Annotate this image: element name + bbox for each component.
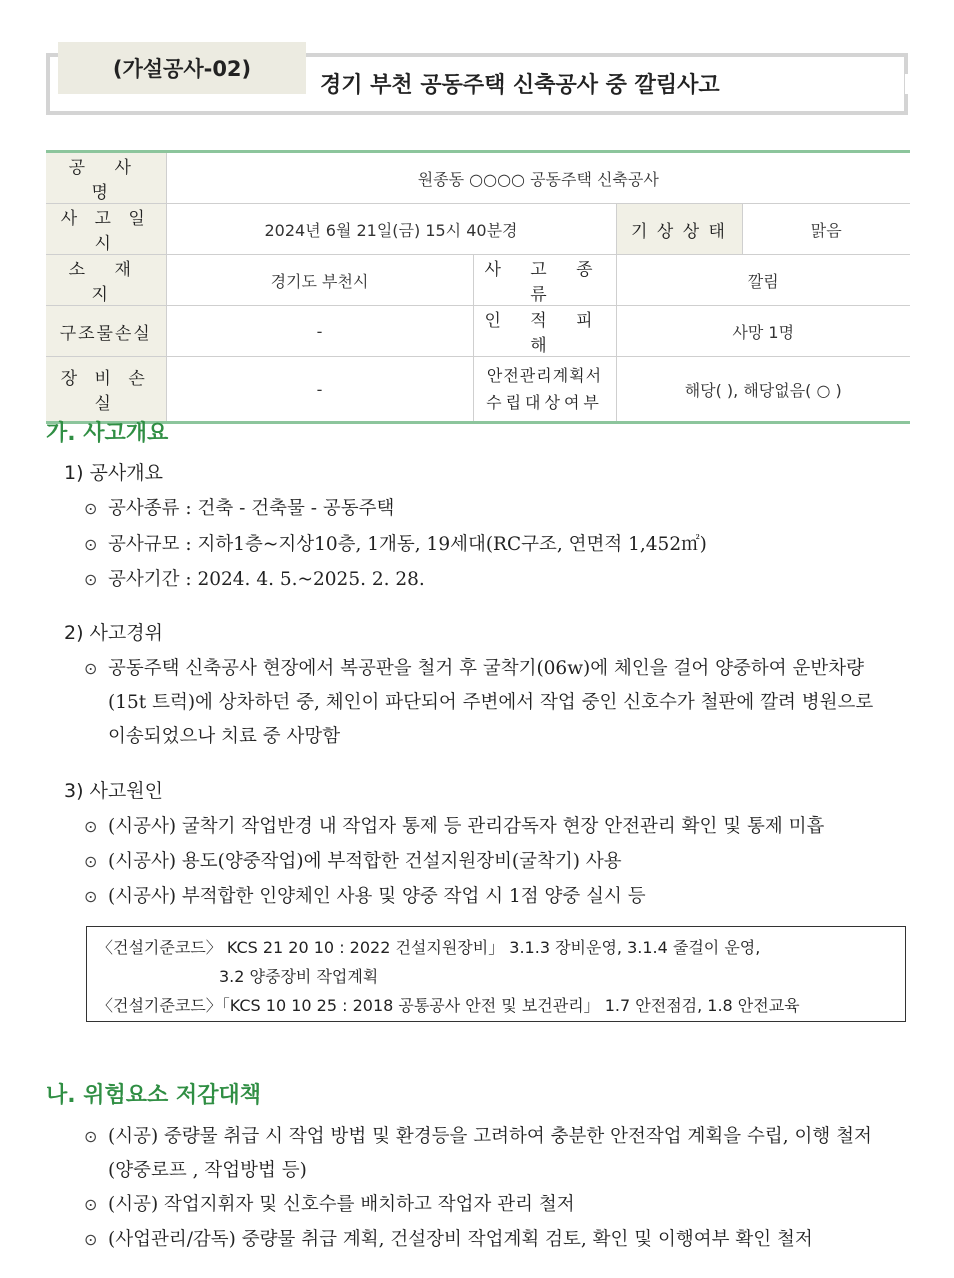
location-label: 소 재 지 bbox=[46, 255, 166, 306]
accident-type-value: 깔림 bbox=[616, 255, 910, 306]
process-line-1: 공동주택 신축공사 현장에서 복공판을 철거 후 굴착기(06w)에 체인을 걸어 양중하여 운반차량 bbox=[108, 658, 864, 679]
page-title: 경기 부천 공동주택 신축공사 중 깔림사고 bbox=[320, 73, 720, 98]
circled-dot-icon: ⊙ bbox=[84, 499, 98, 518]
list-item: ⊙ 공사규모 : 지하1층~지상10층, 1개동, 19세대(RC구조, 연면적 1,452㎡) bbox=[84, 528, 914, 562]
measure-1-line-2: (양중로프 , 작업방법 등) bbox=[108, 1160, 307, 1181]
table-row bbox=[46, 255, 910, 306]
casualty-value: 사망 1명 bbox=[616, 306, 910, 357]
date-value: 2024년 6월 21일(금) 15시 40분경 bbox=[166, 204, 616, 255]
circled-dot-icon: ⊙ bbox=[84, 570, 98, 589]
reference-line-2: 3.2 양중장비 작업계획 bbox=[219, 967, 379, 986]
safety-plan-label bbox=[473, 357, 616, 423]
circled-dot-icon: ⊙ bbox=[84, 1195, 98, 1214]
casualty-label: 인 적 피 해 bbox=[473, 306, 616, 357]
project-value: 원종동 ○○○○ 공동주택 신축공사 bbox=[166, 152, 910, 204]
section-a-title: 가. 사고개요 bbox=[46, 421, 169, 446]
table-row bbox=[46, 306, 910, 357]
location-value: 경기도 부천시 bbox=[166, 255, 473, 306]
list-item: ⊙ (시공사) 굴착기 작업반경 내 작업자 통제 등 관리감독자 현장 안전관리 확인 및 통제 미흡 bbox=[84, 810, 914, 844]
weather-value: 맑음 bbox=[742, 204, 910, 255]
document-code-tab bbox=[58, 42, 306, 94]
circled-dot-icon: ⊙ bbox=[84, 1127, 98, 1146]
process-line-3: 이송되었으나 치료 중 사망함 bbox=[108, 726, 341, 747]
equipment-loss-value: - bbox=[166, 357, 473, 423]
table-row bbox=[46, 357, 910, 423]
banner-frame-gap bbox=[905, 74, 913, 94]
list-item: ⊙ (시공사) 용도(양중작업)에 부적합한 건설지원장비(굴착기) 사용 bbox=[84, 845, 914, 879]
list-item: ⊙ (시공) 작업지휘자 및 신호수를 배치하고 작업자 관리 철저 bbox=[84, 1188, 914, 1222]
list-item bbox=[84, 652, 914, 754]
list-item: ⊙ (시공사) 부적합한 인양체인 사용 및 양중 작업 시 1점 양중 실시 등 bbox=[84, 880, 914, 914]
accident-type-label: 사 고 종 류 bbox=[473, 255, 616, 306]
date-label: 사 고 일 시 bbox=[46, 204, 166, 255]
cause-title: 3) 사고원인 bbox=[64, 780, 163, 802]
reference-line-3: 〈건설기준코드〉「KCS 10 10 25 : 2018 공통공사 안전 및 보건관리」 1.7 안전점검, 1.8 안전교육 bbox=[97, 996, 800, 1015]
circled-dot-icon: ⊙ bbox=[84, 887, 98, 906]
circled-dot-icon: ⊙ bbox=[84, 535, 98, 554]
safety-plan-value: 해당( ), 해당없음( ○ ) bbox=[616, 357, 910, 423]
equipment-loss-label: 장 비 손 실 bbox=[46, 357, 166, 423]
structure-loss-label: 구조물손실 bbox=[46, 306, 166, 357]
weather-label: 기 상 상 태 bbox=[616, 204, 742, 255]
project-label: 공 사 명 bbox=[46, 152, 166, 204]
process-line-2: (15t 트럭)에 상차하던 중, 체인이 파단되어 주변에서 작업 중인 신호수가 철판에 깔려 병원으로 bbox=[108, 692, 874, 713]
circled-dot-icon: ⊙ bbox=[84, 1230, 98, 1249]
circled-dot-icon: ⊙ bbox=[84, 852, 98, 871]
accident-info-table bbox=[46, 150, 910, 424]
list-item: ⊙ (사업관리/감독) 중량물 취급 계획, 건설장비 작업계획 검토, 확인 및 이행여부 확인 철저 bbox=[84, 1223, 914, 1257]
measure-1-line-1: (시공) 중량물 취급 시 작업 방법 및 환경등을 고려하여 충분한 안전작업 계획을 수립, 이행 철저 bbox=[108, 1126, 872, 1147]
safety-plan-label-line1: 안전관리계획서 bbox=[486, 366, 603, 385]
list-item: ⊙ 공사종류 : 건축 - 건축물 - 공동주택 bbox=[84, 492, 914, 526]
document-code: (가설공사-02) bbox=[112, 57, 252, 81]
list-item bbox=[84, 1120, 914, 1188]
reference-line-1: 〈건설기준코드〉 KCS 21 20 10 : 2022 건설지원장비」 3.1.3 장비운영, 3.1.4 줄걸이 운영, bbox=[97, 938, 761, 957]
structure-loss-value: - bbox=[166, 306, 473, 357]
table-row bbox=[46, 204, 910, 255]
circled-dot-icon: ⊙ bbox=[84, 817, 98, 836]
standards-reference-box bbox=[86, 926, 906, 1022]
table-row bbox=[46, 152, 910, 204]
circled-dot-icon: ⊙ bbox=[84, 659, 98, 678]
overview-title: 1) 공사개요 bbox=[64, 462, 163, 484]
section-b-title: 나. 위험요소 저감대책 bbox=[46, 1083, 261, 1108]
safety-plan-label-line2: 수립대상여부 bbox=[486, 393, 603, 412]
list-item: ⊙ 공사기간 : 2024. 4. 5.~2025. 2. 28. bbox=[84, 563, 914, 597]
process-title: 2) 사고경위 bbox=[64, 622, 163, 644]
